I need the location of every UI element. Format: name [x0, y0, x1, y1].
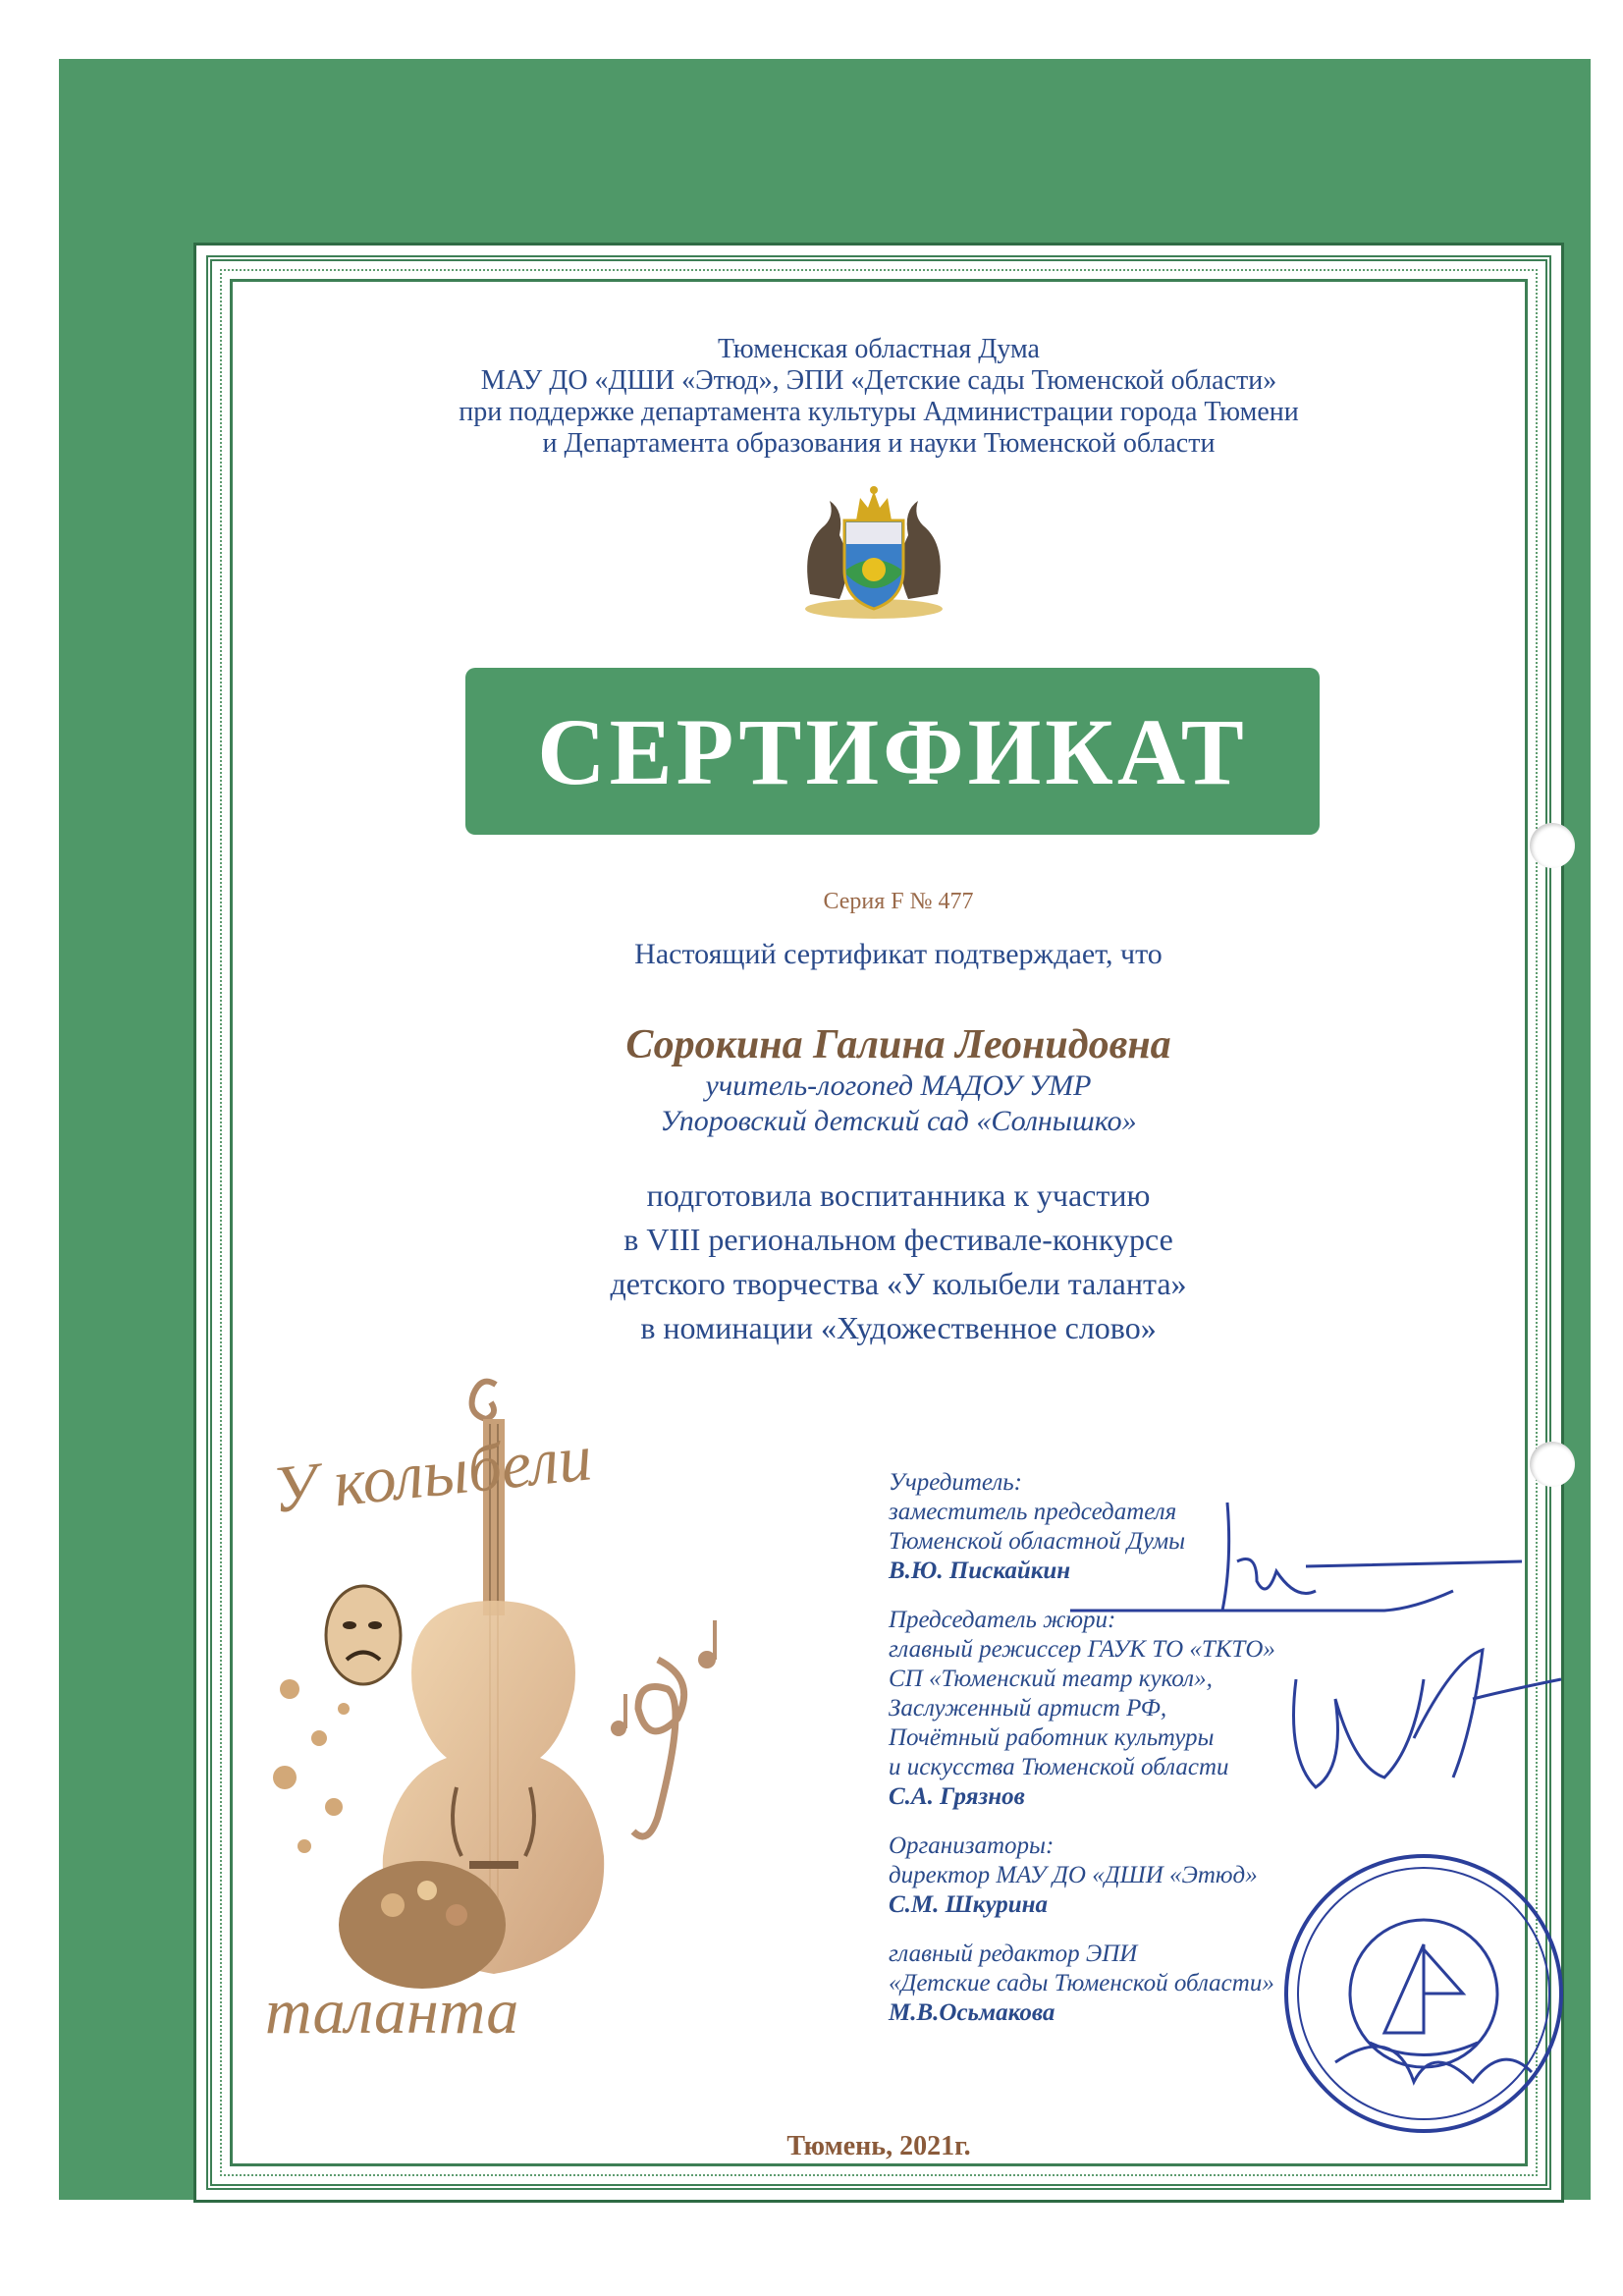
issuer-line: и Департамента образования и науки Тюменской области — [542, 428, 1216, 459]
issuer-header — [196, 334, 1561, 460]
signer-name: В.Ю. Пискайкин — [889, 1558, 1071, 1584]
city-year: Тюмень, 2021г. — [786, 2131, 971, 2161]
signer-role-line: главный режиссер ГАУК ТО «ТКТО» — [889, 1636, 1275, 1663]
signer-role-line: Тюменской областной Думы — [889, 1528, 1186, 1555]
signer-name: М.В.Осьмакова — [889, 1999, 1055, 2026]
signer-role-line: Организаторы: — [889, 1832, 1055, 1859]
recipient-name: Сорокина Галина Леонидовна — [625, 1022, 1171, 1067]
festival-logo — [245, 1365, 736, 2052]
signer-role-line: директор МАУ ДО «ДШИ «Этюд» — [889, 1862, 1258, 1888]
signer-role-line: и искусства Тюменской области — [889, 1754, 1229, 1780]
body-line: в VIII региональном фестивале-конкурсе — [623, 1222, 1173, 1257]
signer-role-line: Заслуженный артист РФ, — [889, 1695, 1167, 1722]
logo-bottom-text: таланта — [265, 1976, 519, 2048]
coat-of-arms-icon — [785, 476, 962, 624]
signer-role-line: главный редактор ЭПИ — [889, 1941, 1138, 1967]
signer-role-line: Почётный работник культуры — [889, 1724, 1215, 1751]
issuer-line: МАУ ДО «ДШИ «Этюд», ЭПИ «Детские сады Тюменской области» — [480, 365, 1277, 396]
series-number: Серия F № 477 — [823, 889, 974, 914]
signature-gryaznov — [1276, 1640, 1571, 1797]
signer-role-line: заместитель председателя — [889, 1499, 1177, 1525]
signer-role-line: СП «Тюменский театр кукол», — [889, 1666, 1213, 1692]
logo-top-text: У колыбели — [268, 1419, 596, 1527]
body-line: детского творчества «У колыбели таланта» — [610, 1266, 1187, 1301]
body-line: подготовила воспитанника к участию — [646, 1177, 1151, 1213]
recipient-organization: Упоровский детский сад «Солнышко» — [660, 1105, 1137, 1137]
certificate-title: СЕРТИФИКАТ — [537, 698, 1248, 804]
issuer-line: Тюменская областная Дума — [718, 334, 1040, 364]
certificate-title-banner — [465, 668, 1320, 835]
signer-role-line: «Детские сады Тюменской области» — [889, 1970, 1274, 1996]
certificate-frame — [196, 246, 1561, 2200]
official-seal — [1276, 1846, 1571, 2141]
signer-name: С.А. Грязнов — [889, 1783, 1025, 1810]
signer-role-line: Учредитель: — [889, 1469, 1022, 1496]
signature-piskaykin — [1060, 1493, 1532, 1630]
signer-role-line: Председатель жюри: — [889, 1607, 1116, 1633]
punch-hole — [1530, 823, 1575, 868]
body-line: в номинации «Художественное слово» — [640, 1310, 1157, 1345]
confirmation-text: Настоящий сертификат подтверждает, что — [634, 938, 1163, 970]
certificate-sheet — [59, 59, 1591, 2200]
signer-name: С.М. Шкурина — [889, 1891, 1049, 1918]
certificate-body — [196, 1174, 1600, 1350]
punch-hole — [1530, 1442, 1575, 1487]
issuer-line: при поддержке департамента культуры Администрации города Тюмени — [459, 397, 1299, 427]
recipient-position: учитель-логопед МАДОУ УМР — [705, 1069, 1092, 1102]
recipient-block — [196, 1021, 1600, 1139]
